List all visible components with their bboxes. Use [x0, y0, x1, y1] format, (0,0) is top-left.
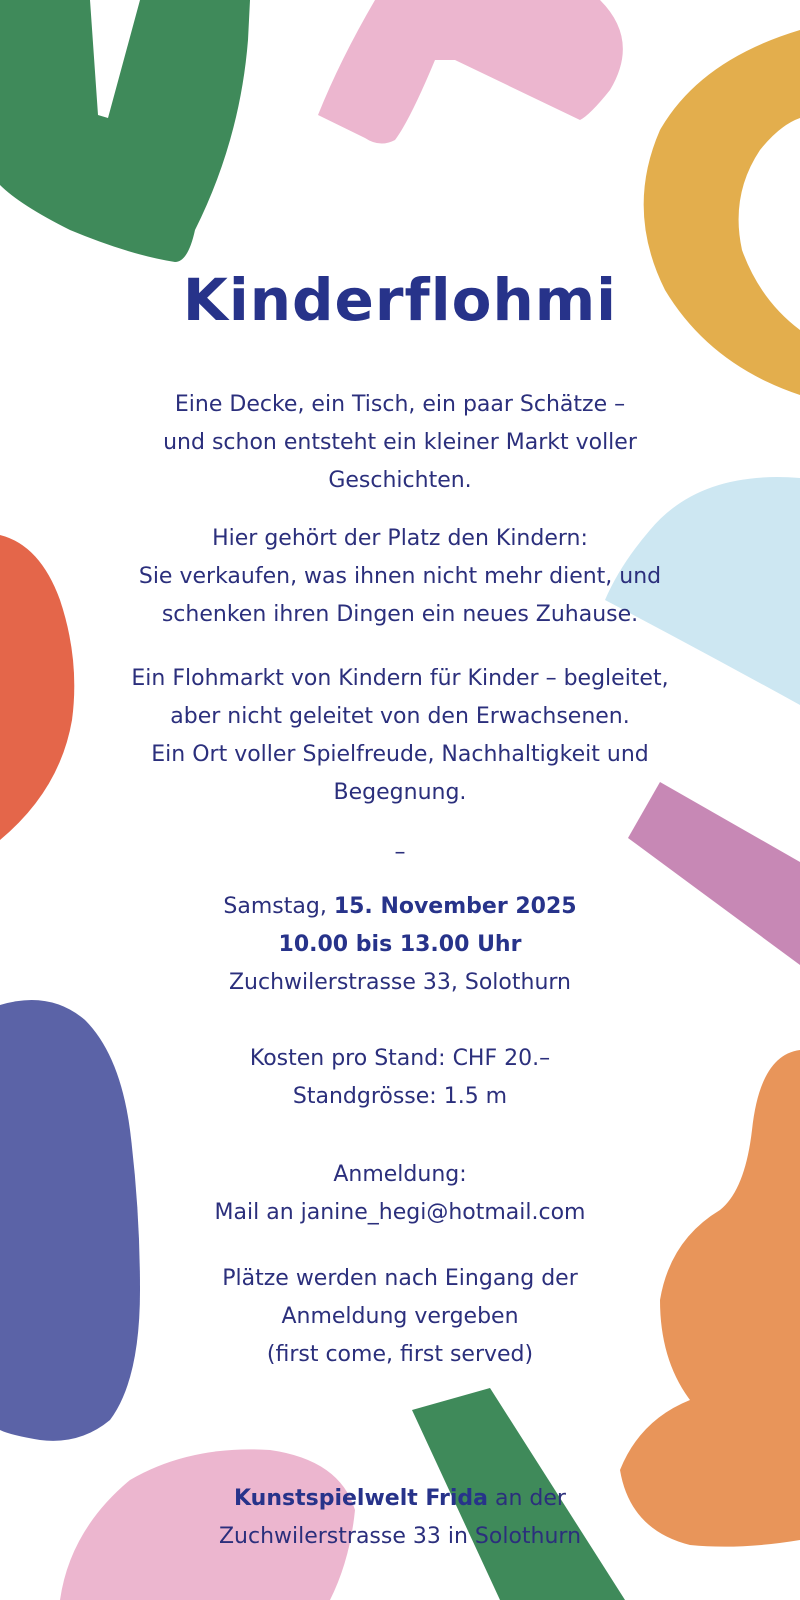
stand-price: Kosten pro Stand: CHF 20.– [249, 1046, 551, 1071]
about-line: Ein Ort voller Spielfreude, Nachhaltigkeit und [151, 742, 649, 767]
intro-line: Geschichten. [328, 468, 472, 493]
event-date-line [60, 888, 740, 926]
intro-paragraph [60, 386, 740, 500]
page-title: Kinderflohmi [182, 266, 618, 334]
event-details [60, 888, 740, 1002]
footer-address: Zuchwilerstrasse 33 in Solothurn [218, 1524, 582, 1549]
registration-details [60, 1156, 740, 1232]
stand-size: Standgrösse: 1.5 m [292, 1084, 508, 1109]
about-line: aber nicht geleitet von den Erwachsenen. [170, 704, 630, 729]
separator: – [394, 840, 406, 865]
allocation-line: Plätze werden nach Eingang der [222, 1266, 578, 1291]
kids-paragraph [60, 520, 740, 634]
footer-org: Kunstspielwelt Frida [234, 1486, 489, 1511]
about-line: Ein Flohmarkt von Kindern für Kinder – begleitet, [131, 666, 669, 691]
allocation-line: (first come, first served) [266, 1342, 534, 1367]
footer [60, 1480, 740, 1556]
about-line: Begegnung. [333, 780, 467, 805]
footer-suffix: an der [488, 1486, 566, 1511]
kids-line: Hier gehört der Platz den Kindern: [212, 526, 588, 551]
intro-line: und schon entsteht ein kleiner Markt voller [163, 430, 637, 455]
about-paragraph [60, 660, 740, 812]
kids-line: Sie verkaufen, was ihnen nicht mehr dient, und [138, 564, 662, 589]
kids-line: schenken ihren Dingen ein neues Zuhause. [161, 602, 639, 627]
event-date: 15. November 2025 [333, 894, 577, 919]
cost-details [60, 1040, 740, 1116]
footer-org-line [60, 1480, 740, 1518]
registration-mail[interactable]: Mail an janine_hegi@hotmail.com [214, 1200, 586, 1225]
registration-label: Anmeldung: [333, 1162, 467, 1187]
allocation-note [60, 1260, 740, 1374]
allocation-line: Anmeldung vergeben [281, 1304, 519, 1329]
event-address: Zuchwilerstrasse 33, Solothurn [228, 970, 571, 995]
event-time: 10.00 bis 13.00 Uhr [278, 932, 522, 957]
intro-line: Eine Decke, ein Tisch, ein paar Schätze – [174, 392, 626, 417]
event-day: Samstag, [223, 894, 327, 919]
